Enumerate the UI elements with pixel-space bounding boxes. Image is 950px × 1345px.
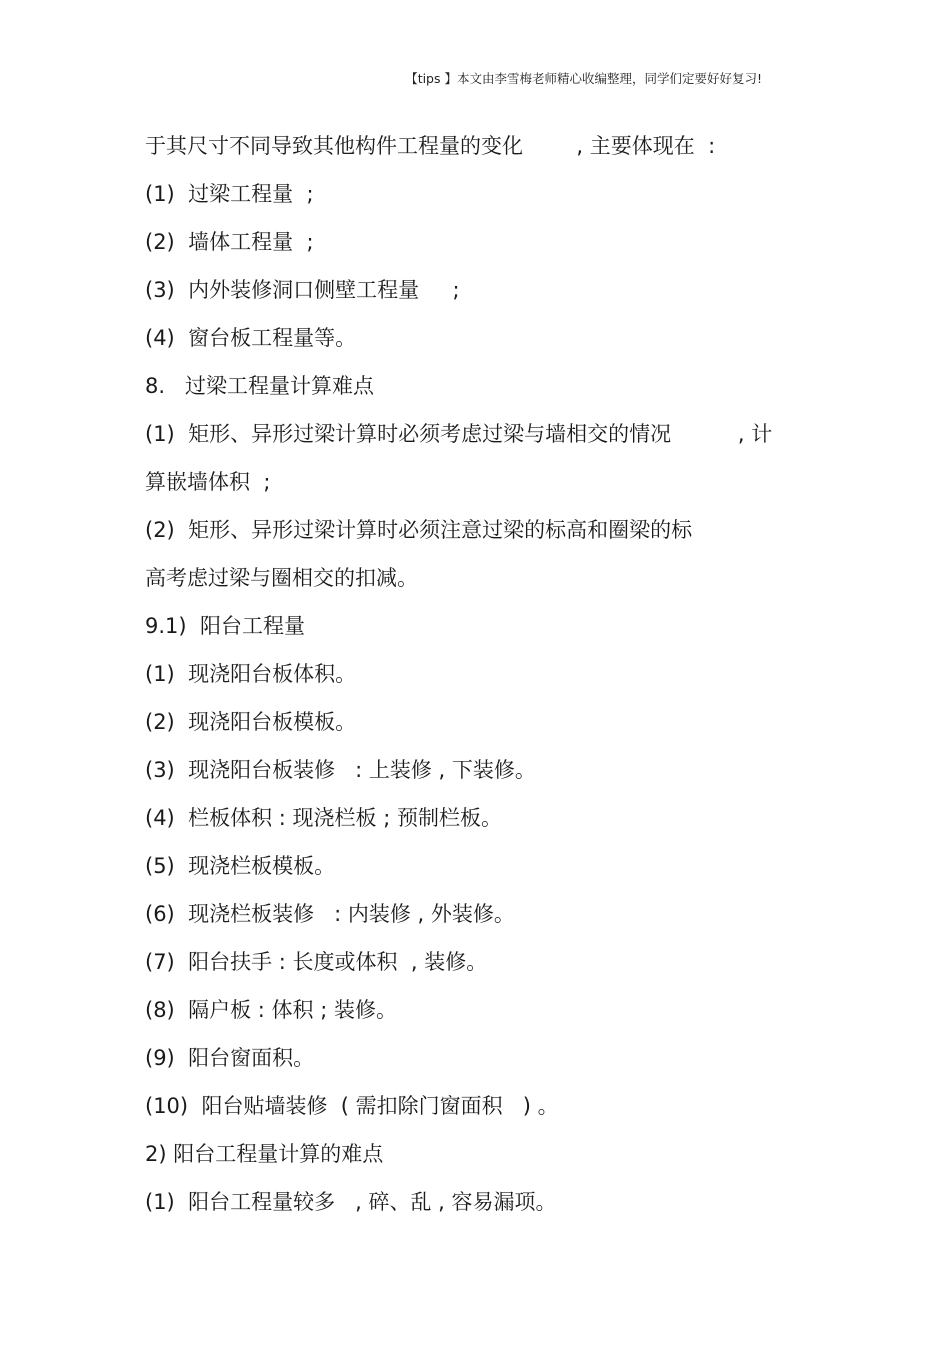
text-line: (9) 阳台窗面积。 [145,1046,315,1070]
section-heading: 2) 阳台工程量计算的难点 [145,1142,384,1166]
text-line: (3) 现浇阳台板装修 : 上装修 , 下装修。 [145,758,536,782]
text-line: (5) 现浇栏板模板。 [145,854,336,878]
text-line: (2) 现浇阳台板模板。 [145,710,357,734]
text-line: (8) 隔户板 : 体积 ; 装修。 [145,998,397,1022]
section-heading: 8. 过梁工程量计算难点 [145,374,375,398]
text-line: (1) 现浇阳台板体积。 [145,662,357,686]
text-line: (2) 矩形、异形过梁计算时必须注意过梁的标高和圈梁的标 [145,518,693,542]
text-line: 于其尺寸不同导致其他构件工程量的变化 , 主要体现在 : [145,134,716,158]
text-line: 高考虑过梁与圈相交的扣减。 [145,566,418,590]
section-heading: 9.1) 阳台工程量 [145,614,305,638]
text-line: 算嵌墙体积 ; [145,470,271,494]
text-line: (7) 阳台扶手 : 长度或体积 , 装修。 [145,950,488,974]
text-line: (3) 内外装修洞口侧壁工程量 ; [145,278,460,302]
text-line: (4) 栏板体积 : 现浇栏板 ; 预制栏板。 [145,806,502,830]
text-line: (1) 矩形、异形过梁计算时必须考虑过梁与墙相交的情况 , 计 [145,422,773,446]
text-line: (2) 墙体工程量 ; [145,230,314,254]
text-line: (4) 窗台板工程量等。 [145,326,357,350]
text-line: (1) 阳台工程量较多 , 碎、乱 , 容易漏项。 [145,1190,557,1214]
text-line: (10) 阳台贴墙装修 ( 需扣除门窗面积 ) 。 [145,1094,559,1118]
text-line: (1) 过梁工程量 ; [145,182,314,206]
header-tip: 【tips 】本文由李雪梅老师精心收编整理，同学们定要好好复习! [405,71,762,86]
document-body [145,128,825,1232]
text-line: (6) 现浇栏板装修 : 内装修 , 外装修。 [145,902,515,926]
